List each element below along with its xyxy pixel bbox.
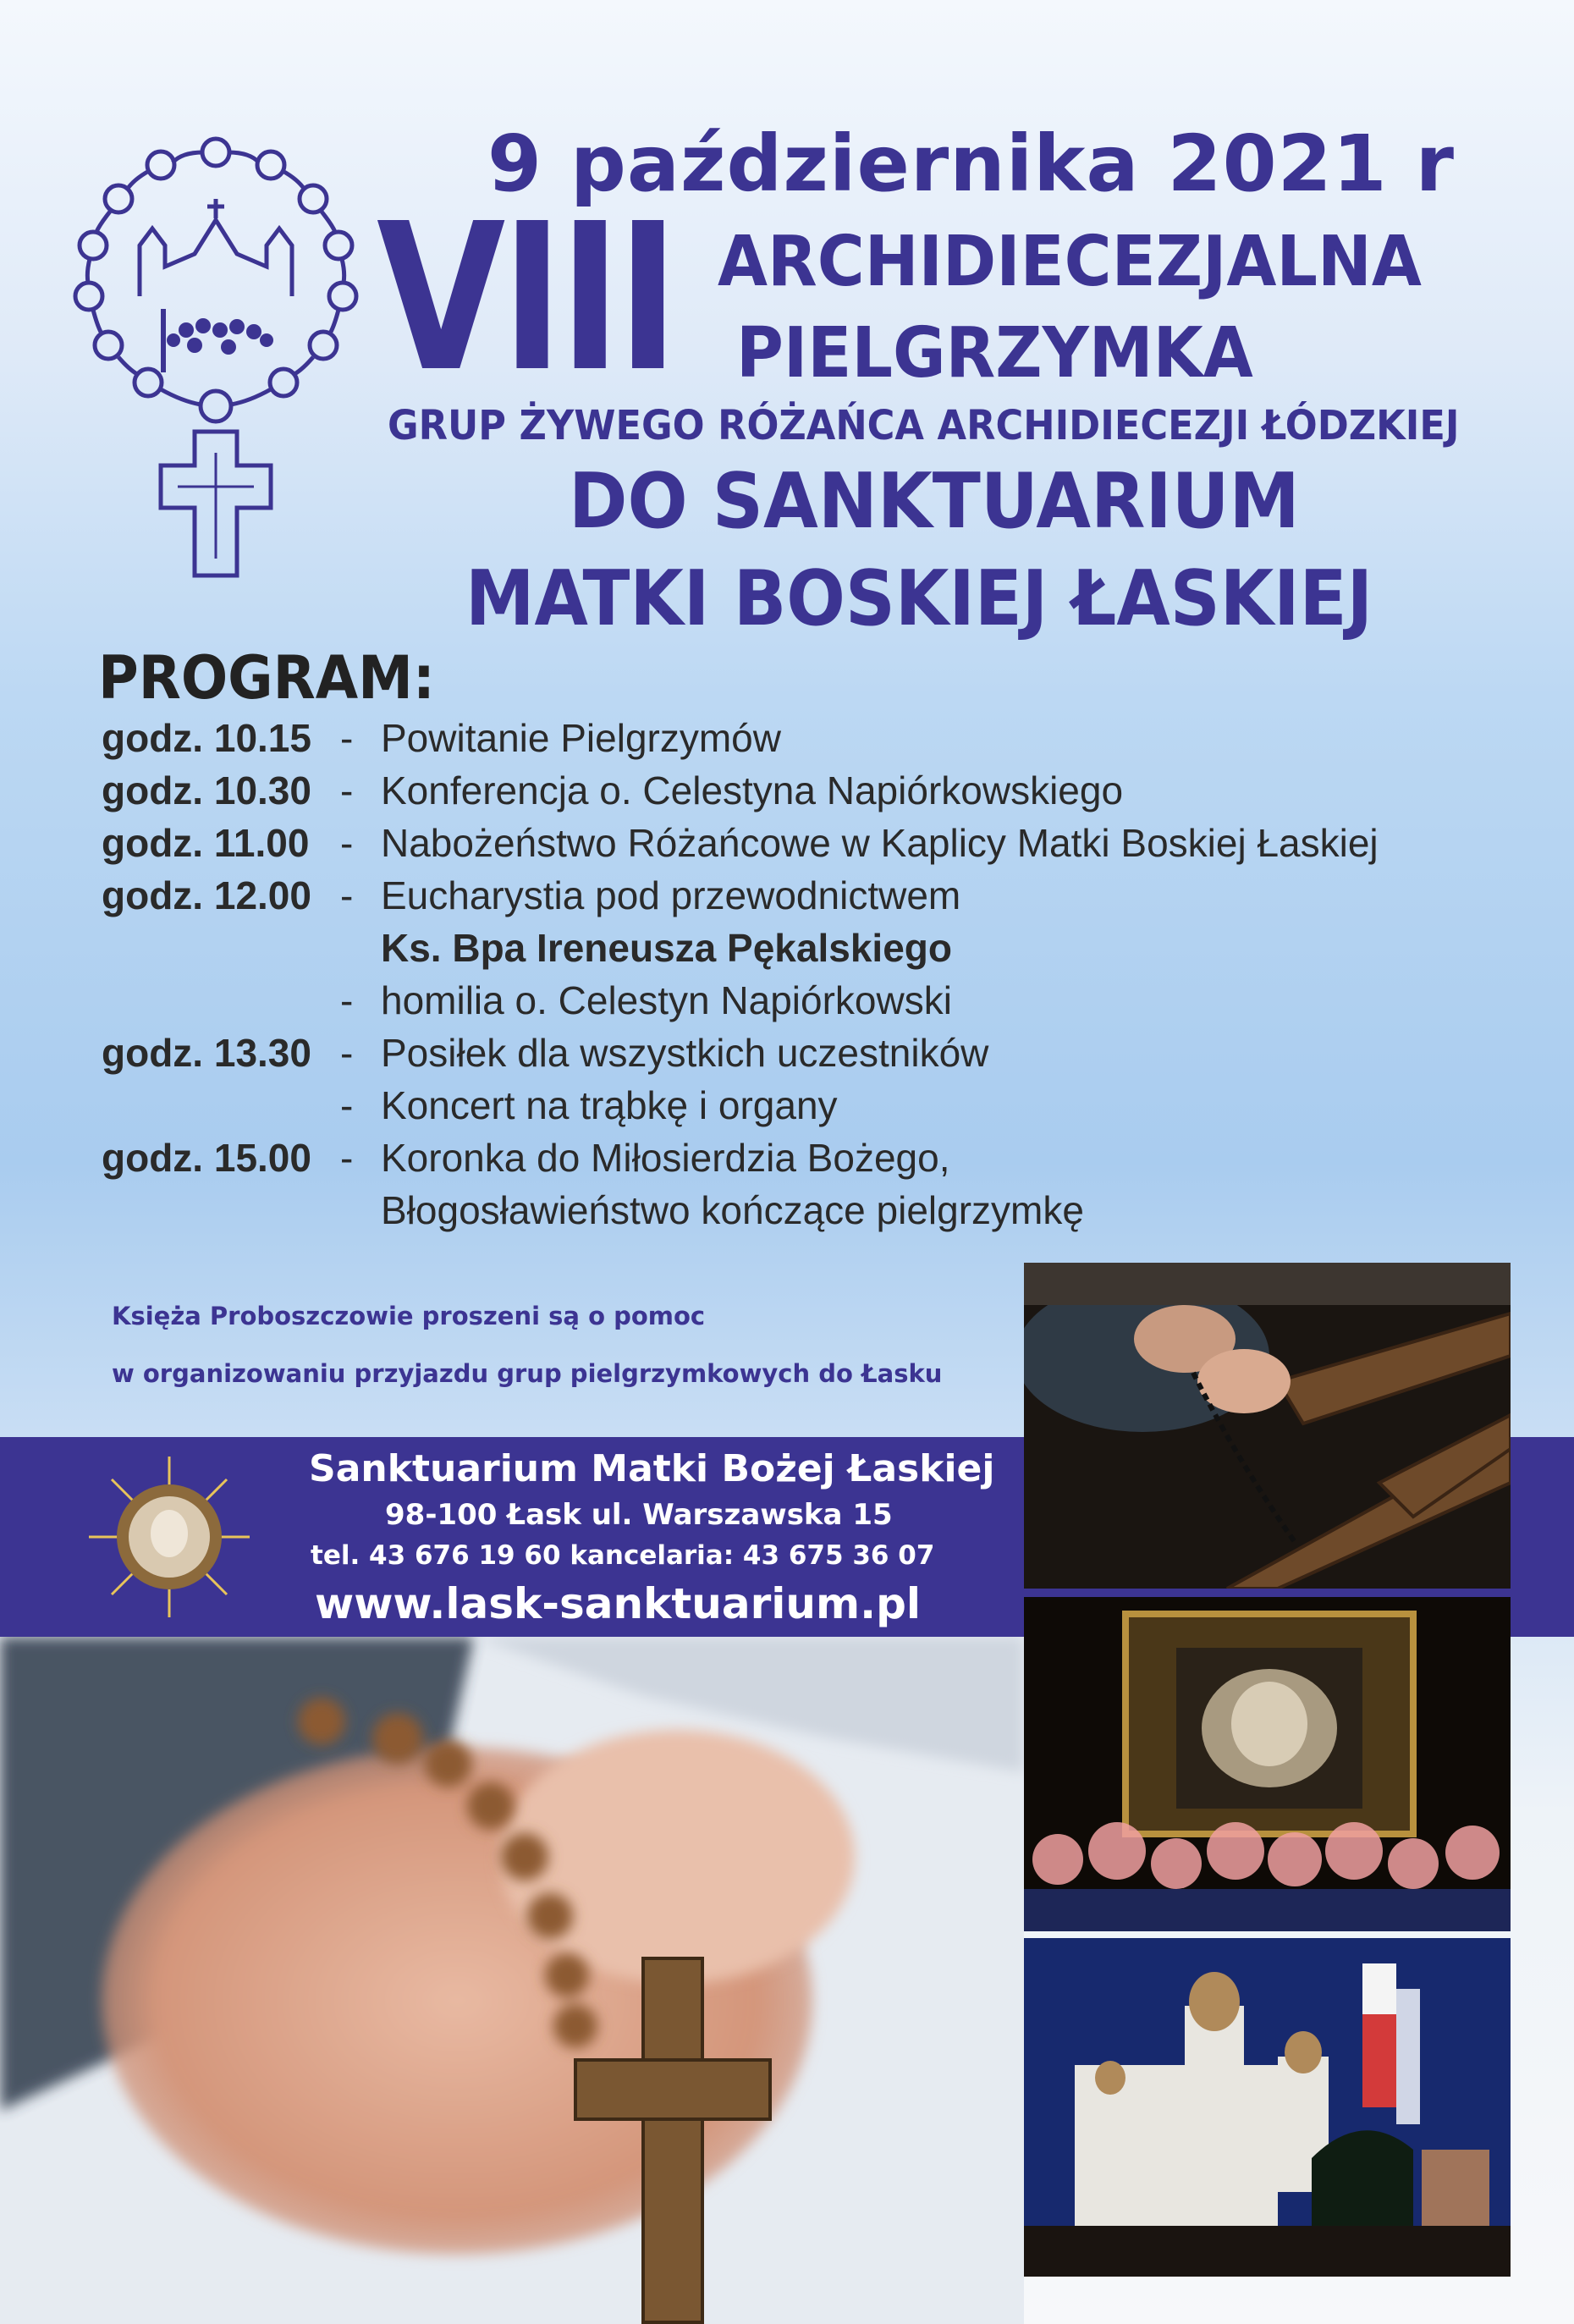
program-time: godz. 11.00 xyxy=(102,821,310,865)
program-text: Posiłek dla wszystkich uczestników xyxy=(381,1031,989,1075)
program-row xyxy=(102,1135,950,1181)
rosary-hands-photo xyxy=(0,1637,1024,2324)
program-dash: - xyxy=(340,1031,354,1075)
program-text: Ks. Bpa Ireneusza Pękalskiego xyxy=(381,926,952,970)
rosary-logo-icon xyxy=(59,118,372,592)
program-text: Koronka do Miłosierdzia Bożego, xyxy=(381,1136,950,1180)
website-link[interactable]: www.lask-sanktuarium.pl xyxy=(315,1579,922,1628)
program-row xyxy=(102,1187,1084,1233)
sanctuary-emblem-icon xyxy=(85,1452,254,1622)
program-text: Błogosławieństwo kończące pielgrzymkę xyxy=(381,1188,1084,1232)
program-text: Powitanie Pielgrzymów xyxy=(381,716,781,760)
program-dash: - xyxy=(340,873,354,917)
note-line-2: w organizowaniu przyjazdu grup pielgrzymkowych do Łasku xyxy=(112,1359,943,1388)
program-time: godz. 15.00 xyxy=(102,1136,311,1180)
destination-line-1: DO SANKTUARIUM xyxy=(569,457,1300,546)
program-row xyxy=(102,768,1124,813)
program-dash: - xyxy=(340,821,354,865)
program-row xyxy=(102,1082,838,1128)
program-row xyxy=(102,715,781,761)
program-dash: - xyxy=(340,1136,354,1180)
program-row xyxy=(102,873,961,918)
program-dash: - xyxy=(340,1083,354,1127)
program-text: Eucharystia pod przewodnictwem xyxy=(381,873,961,917)
program-text: Koncert na trąbkę i organy xyxy=(381,1083,838,1127)
program-time: godz. 10.30 xyxy=(102,768,311,812)
program-dash: - xyxy=(340,716,354,760)
icon-altar-photo xyxy=(1024,1597,1511,1931)
program-row xyxy=(102,925,952,971)
program-text: Nabożeństwo Różańcowe w Kaplicy Matki Boskiej Łaskiej xyxy=(381,821,1379,865)
destination-line-2: MATKI BOSKIEJ ŁASKIEJ xyxy=(465,554,1373,643)
note-line-1: Księża Proboszczowie proszeni są o pomoc xyxy=(112,1302,706,1330)
program-time: godz. 13.30 xyxy=(102,1031,311,1075)
sanctuary-address: 98-100 Łask ul. Warszawska 15 xyxy=(385,1498,893,1532)
program-text: Konferencja o. Celestyna Napiórkowskiego xyxy=(381,768,1124,812)
edition-numeral: VIII xyxy=(377,179,675,416)
sanctuary-name: Sanktuarium Matki Bożej Łaskiej xyxy=(309,1447,995,1490)
rosary-hands-illustration xyxy=(0,1637,1024,2324)
program-row xyxy=(102,1030,989,1076)
program-heading: PROGRAM: xyxy=(98,643,435,713)
program-time: godz. 10.15 xyxy=(102,716,311,760)
sanctuary-phones: tel. 43 676 19 60 kancelaria: 43 675 36 07 xyxy=(311,1540,935,1571)
program-row xyxy=(102,820,1379,866)
program-dash: - xyxy=(340,768,354,812)
title-line-1: ARCHIDIECEZJALNA xyxy=(718,222,1422,302)
subtitle: GRUP ŻYWEGO RÓŻAŃCA ARCHIDIECEZJI ŁÓDZKIEJ xyxy=(388,402,1460,449)
title-line-2: PIELGRZYMKA xyxy=(736,313,1253,394)
program-dash: - xyxy=(340,978,354,1022)
program-text: homilia o. Celestyn Napiórkowski xyxy=(381,978,952,1022)
program-time: godz. 12.00 xyxy=(102,873,311,917)
praying-hands-photo xyxy=(1024,1263,1511,1589)
event-date: 9 października 2021 r xyxy=(487,118,1456,209)
program-row xyxy=(102,978,952,1023)
basilica-night-photo xyxy=(1024,1938,1511,2277)
